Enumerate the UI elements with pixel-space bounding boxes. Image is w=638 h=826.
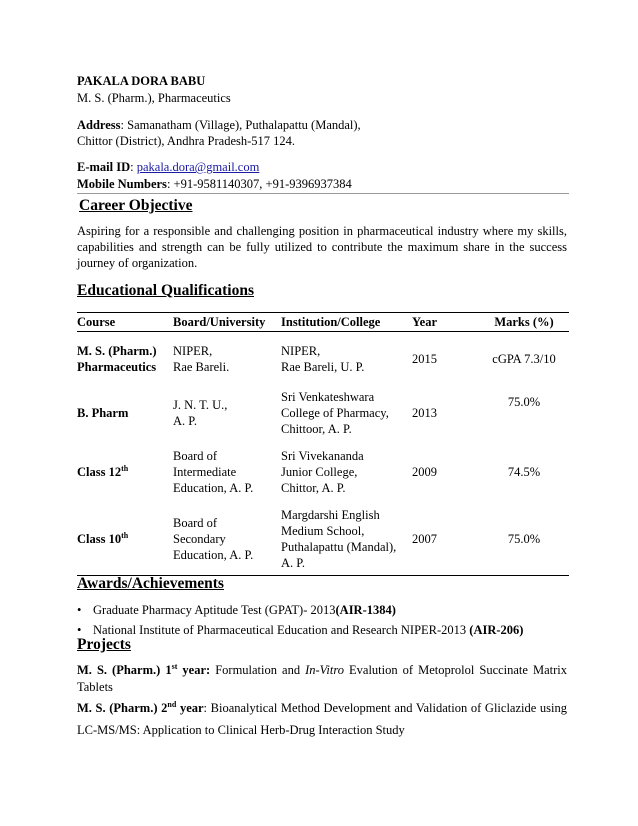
projects-heading: Projects <box>77 636 131 653</box>
awards-list <box>77 600 567 640</box>
address-line-1 <box>77 118 361 133</box>
board-cell: NIPER, Rae Bareli. <box>173 343 230 374</box>
course-cell: Class 12th <box>77 463 129 479</box>
address-label: Address <box>77 118 121 132</box>
bullet-icon: • <box>77 623 82 637</box>
board-cell: J. N. T. U., A. P. <box>173 397 228 428</box>
institution-cell: Sri Venkateshwara College of Pharmacy, Chittoor, A. P. <box>281 389 389 436</box>
marks-cell: 75.0% <box>479 504 569 576</box>
table-header-row <box>77 313 569 332</box>
table-row <box>77 332 569 386</box>
table-row <box>77 386 569 440</box>
marks-cell: 74.5% <box>507 464 541 479</box>
list-item: • Graduate Pharmacy Aptitude Test (GPAT)- 2013(AIR-1384) <box>77 600 567 620</box>
address-line-2: Chittor (District), Andhra Pradesh-517 124. <box>77 134 296 148</box>
year-cell: 2013 <box>412 405 437 420</box>
institution-cell: NIPER, Rae Bareli, U. P. <box>281 343 365 374</box>
email-label: E-mail ID <box>77 160 131 174</box>
candidate-name: PAKALA DORA BABU <box>77 74 206 88</box>
degree: M. S. (Pharm.), Pharmaceutics <box>77 91 231 105</box>
column-header: Board/University <box>173 313 281 332</box>
email-line: E-mail ID: pakala.dora@gmail.com <box>77 160 260 174</box>
project-1: M. S. (Pharm.) 1st year: Formulation and In-Vitro Evalution of Metoprolol Succinate Matrix Tablets <box>77 661 568 694</box>
bullet-icon: • <box>77 603 82 617</box>
table-row <box>77 504 569 576</box>
year-cell: 2009 <box>412 464 437 479</box>
address-text: : Samanatham (Village), Puthalapattu (Mandal), <box>120 118 361 132</box>
career-objective-text: Aspiring for a responsible and challenging position in pharmaceutical industry where my skills, capabilities and strength can be fully utilized to contribute the maximum share in the success journey of organization. <box>77 224 567 270</box>
awards-heading: Awards/Achievements <box>77 575 224 592</box>
list-item: • National Institute of Pharmaceutical Education and Research NIPER-2013 (AIR-206) <box>77 620 567 640</box>
marks-cell: cGPA 7.3/10 <box>492 351 556 366</box>
mobile-numbers: : +91-9581140307, +91-9396937384 <box>166 177 352 191</box>
board-cell: Board of Secondary Education, A. P. <box>173 504 281 576</box>
course-cell: Class 10th <box>77 504 173 576</box>
education-table <box>77 312 569 576</box>
column-header: Course <box>77 313 173 332</box>
column-header: Marks (%) <box>479 313 569 332</box>
header-divider <box>77 193 569 194</box>
career-objective-heading: Career Objective <box>79 197 193 214</box>
mobile-line <box>77 177 352 192</box>
course-cell: M. S. (Pharm.) Pharmaceutics <box>77 343 157 374</box>
project-2: M. S. (Pharm.) 2nd year: Bioanalytical Method Development and Validation of Gliclazide using LC-MS/MS: Application to Clinical Herb-Drug Interaction Study <box>77 699 568 737</box>
mobile-label: Mobile Numbers <box>77 177 167 191</box>
email-link[interactable]: pakala.dora@gmail.com <box>136 160 260 174</box>
education-heading: Educational Qualifications <box>77 282 254 299</box>
table-row <box>77 440 569 504</box>
year-cell: 2007 <box>412 504 479 576</box>
course-cell: B. Pharm <box>77 405 129 420</box>
board-cell: Board of Intermediate Education, A. P. <box>173 448 254 495</box>
marks-cell: 75.0% <box>507 394 541 409</box>
year-cell: 2015 <box>412 351 437 366</box>
institution-cell: Margdarshi English Medium School, Puthalapattu (Mandal), A. P. <box>281 504 412 576</box>
column-header: Year <box>412 313 479 332</box>
column-header: Institution/College <box>281 313 412 332</box>
institution-cell: Sri Vivekananda Junior College, Chittor, A. P. <box>281 448 364 495</box>
